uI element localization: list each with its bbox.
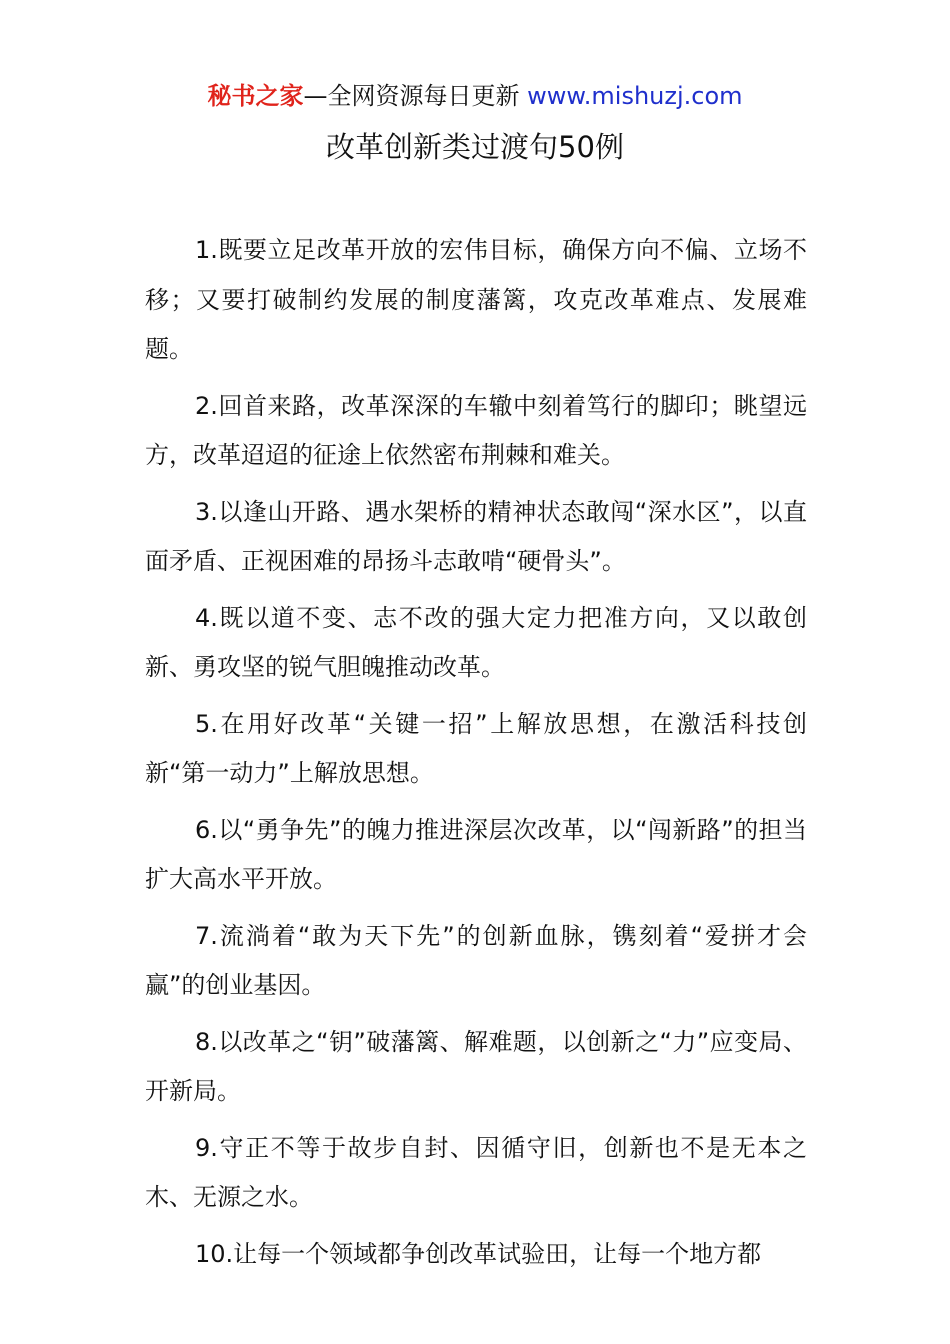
document-body xyxy=(145,226,807,1286)
site-header xyxy=(0,78,950,114)
list-item: 1.既要立足改革开放的宏伟目标，确保方向不偏、立场不移；又要打破制约发展的制度藩篱，攻克改革难点、发展难题。 xyxy=(145,236,807,363)
site-brand: 秘书之家 xyxy=(207,82,304,110)
list-item: 3.以逢山开路、遇水架桥的精神状态敢闯“深水区”，以直面矛盾、正视困难的昂扬斗志敢啃“硬骨头”。 xyxy=(145,497,807,575)
site-tagline: —全网资源每日更新 xyxy=(303,82,520,110)
document-title: 改革创新类过渡句50例 xyxy=(326,130,624,164)
list-item: 8.以改革之“钥”破藩篱、解难题，以创新之“力”应变局、开新局。 xyxy=(145,1027,807,1105)
list-item: 2.回首来路，改革深深的车辙中刻着笃行的脚印；眺望远方，改革迢迢的征途上依然密布荆棘和难关。 xyxy=(145,391,807,469)
site-url-link[interactable]: www.mishuzj.com xyxy=(527,82,743,110)
list-item: 5.在用好改革“关键一招”上解放思想，在激活科技创新“第一动力”上解放思想。 xyxy=(145,709,807,787)
list-item: 4.既以道不变、志不改的强大定力把准方向，又以敢创新、勇攻坚的锐气胆魄推动改革。 xyxy=(145,603,807,681)
list-item: 7.流淌着“敢为天下先”的创新血脉，镌刻着“爱拼才会赢”的创业基因。 xyxy=(145,921,807,999)
list-item: 6.以“勇争先”的魄力推进深层次改革，以“闯新路”的担当扩大高水平开放。 xyxy=(145,815,807,893)
list-item: 10.让每一个领域都争创改革试验田，让每一个地方都 xyxy=(195,1239,762,1268)
list-item: 9.守正不等于故步自封、因循守旧，创新也不是无本之木、无源之水。 xyxy=(145,1133,807,1211)
